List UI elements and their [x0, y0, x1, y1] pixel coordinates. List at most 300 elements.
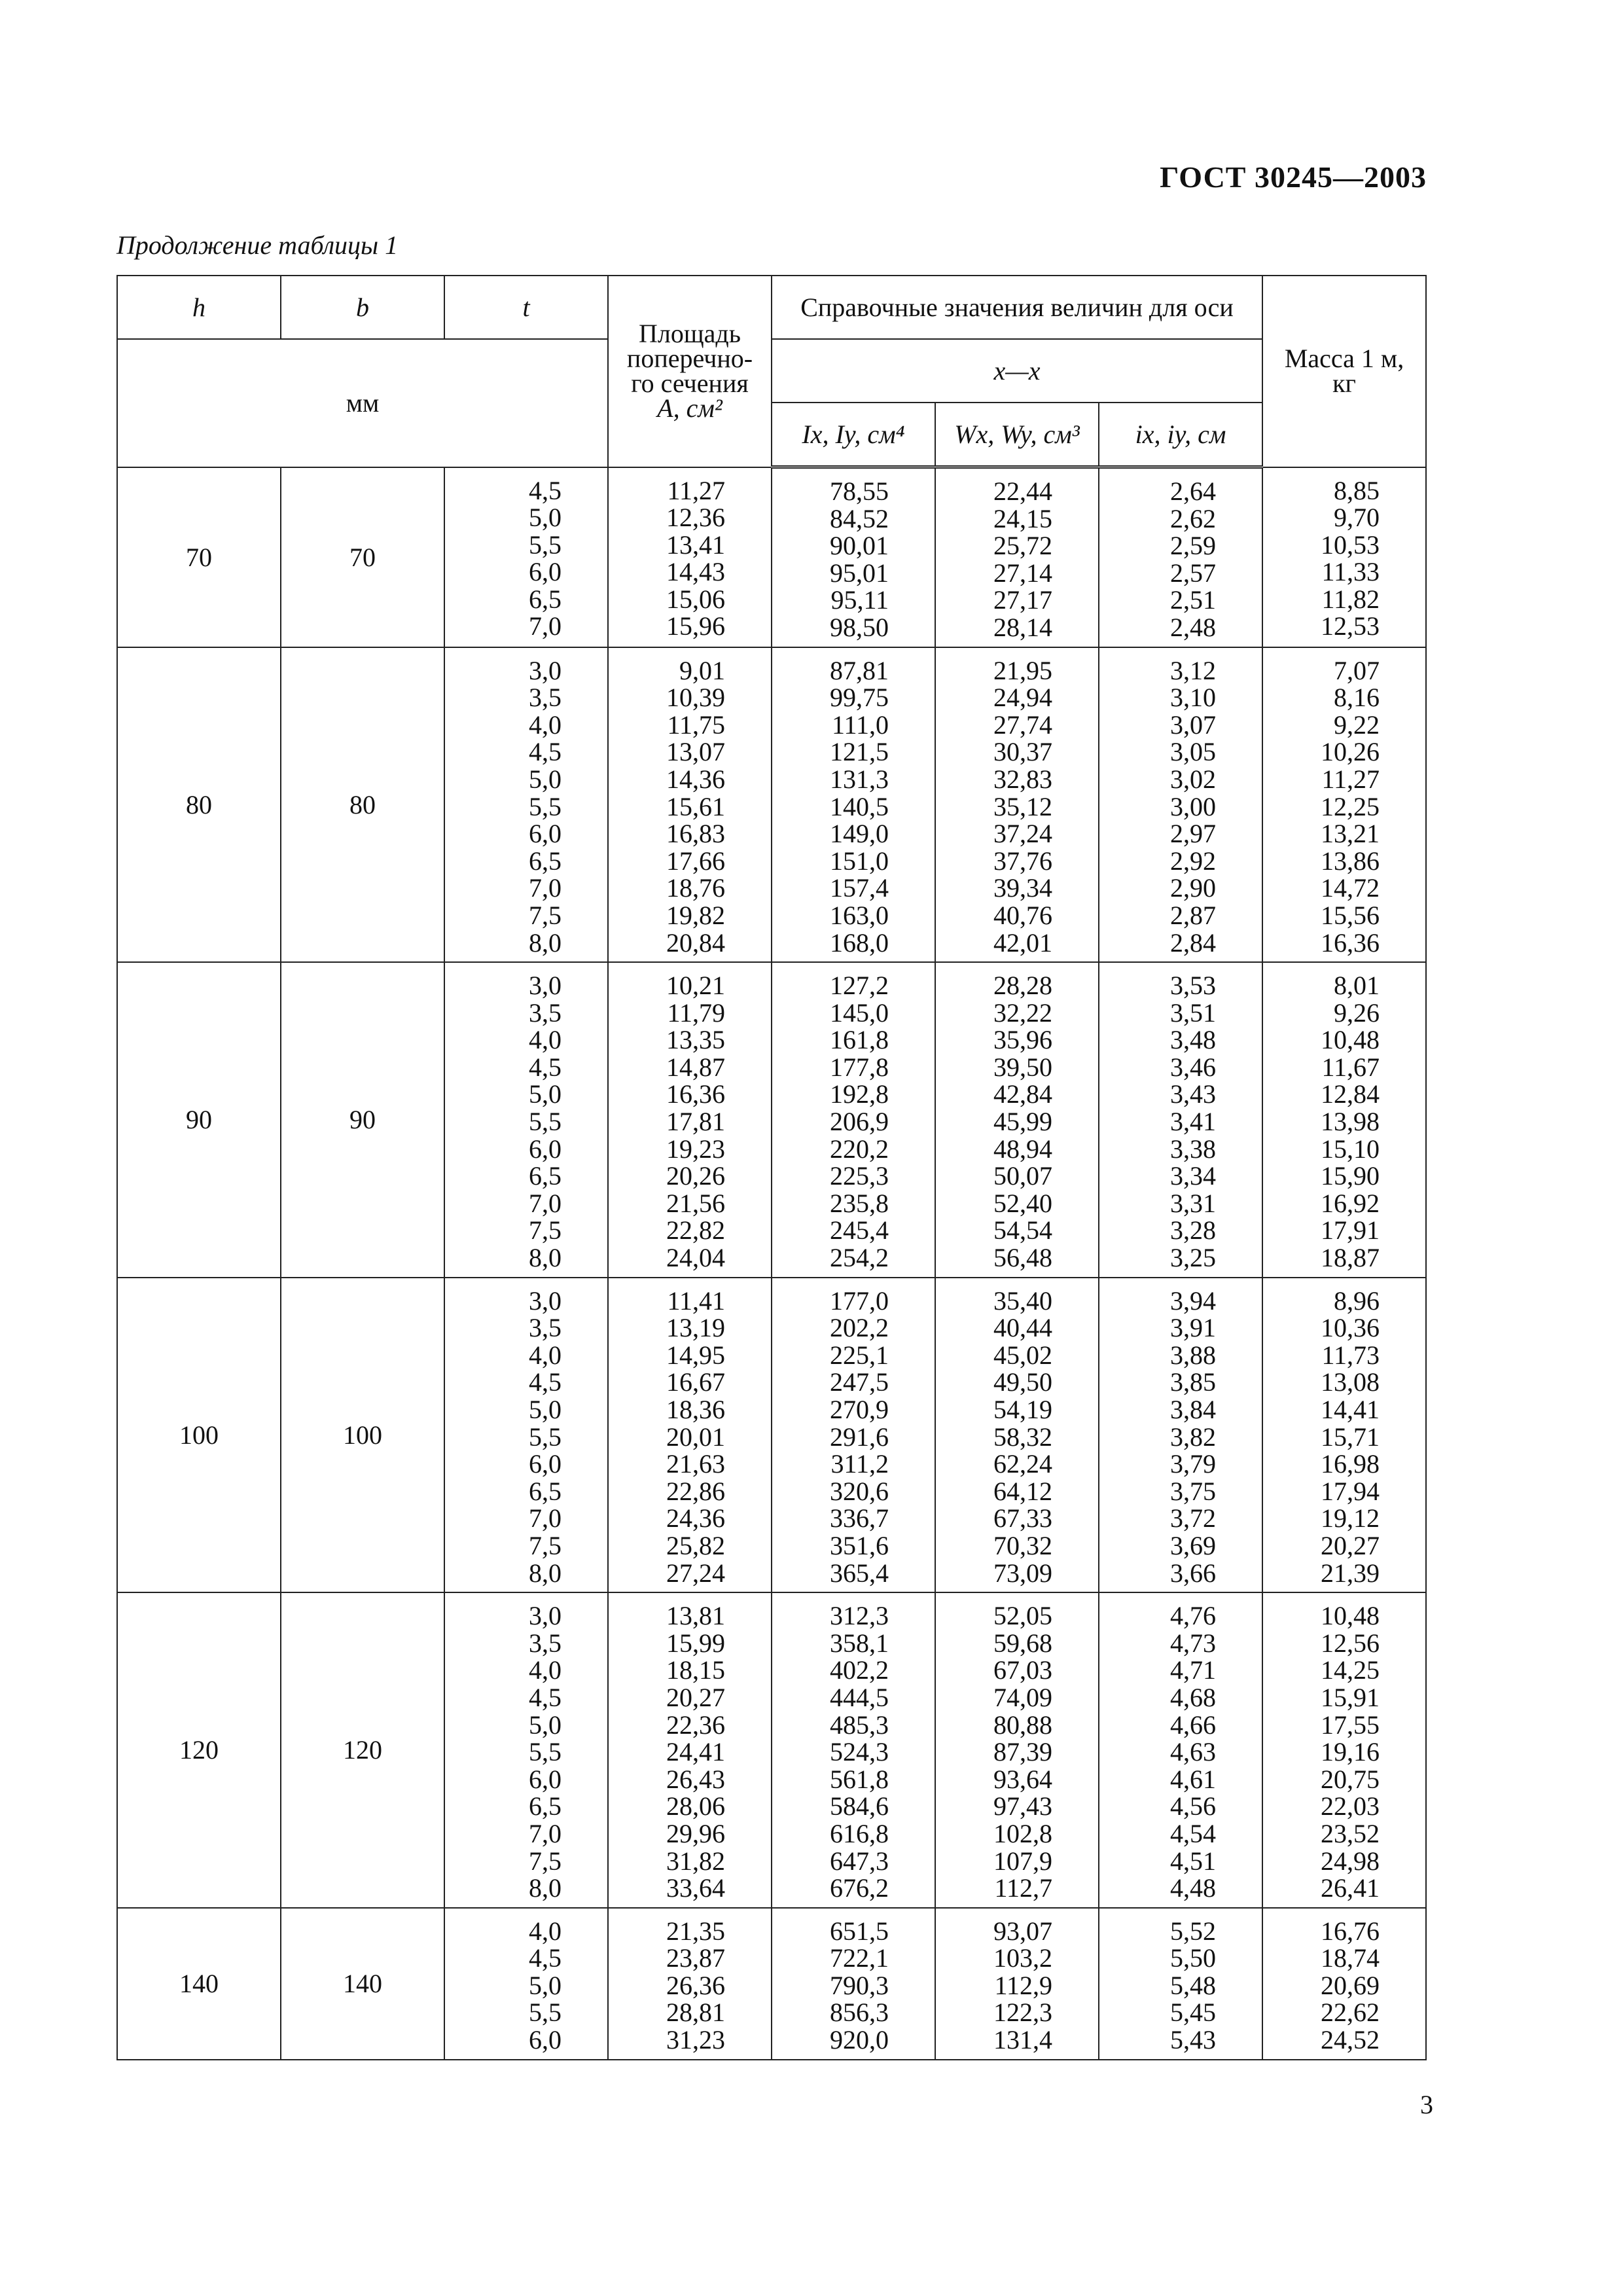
value-W: 24,15	[993, 503, 1052, 533]
cell-b: 80	[281, 647, 444, 963]
table-body	[117, 467, 1426, 2060]
cell-W-values	[935, 467, 1099, 647]
table-row-group	[117, 962, 1426, 1278]
value-W: 40,44	[993, 1313, 1052, 1343]
value-W: 39,50	[993, 1052, 1052, 1082]
value-m: 11,27	[1321, 764, 1380, 794]
value-I: 584,6	[830, 1791, 889, 1821]
cell-m-values	[1262, 467, 1426, 647]
value-m: 11,67	[1321, 1052, 1380, 1082]
value-t: 6,0	[529, 2025, 562, 2055]
area-label: Площадь поперечно-го сечения	[626, 319, 753, 399]
value-t: 6,5	[529, 1161, 562, 1191]
value-t: 8,0	[529, 927, 562, 958]
value-t: 8,0	[529, 1243, 562, 1273]
value-area: 24,41	[666, 1737, 725, 1767]
value-W: 49,50	[993, 1367, 1052, 1397]
value-t: 7,0	[529, 1188, 562, 1218]
value-I: 145,0	[830, 997, 889, 1028]
value-i: 3,00	[1170, 791, 1217, 821]
cell-area-values	[608, 1278, 772, 1593]
value-W: 62,24	[993, 1449, 1052, 1479]
value-m: 23,52	[1321, 1818, 1380, 1848]
value-i: 4,56	[1170, 1791, 1217, 1821]
value-area: 27,24	[666, 1558, 725, 1588]
value-m: 17,55	[1321, 1710, 1380, 1740]
cell-t-values	[444, 962, 608, 1278]
value-t: 7,5	[529, 1530, 562, 1560]
value-i: 3,12	[1170, 655, 1217, 685]
value-m: 13,21	[1321, 819, 1380, 849]
value-area: 14,36	[666, 764, 725, 794]
value-i: 3,31	[1170, 1188, 1217, 1218]
value-W: 35,40	[993, 1285, 1052, 1316]
value-I: 84,52	[830, 503, 889, 533]
value-area: 24,36	[666, 1503, 725, 1534]
value-m: 8,01	[1334, 971, 1380, 1001]
value-m: 10,48	[1321, 1601, 1380, 1631]
value-area: 18,15	[666, 1655, 725, 1685]
value-I: 291,6	[830, 1422, 889, 1452]
value-t: 5,0	[529, 503, 562, 533]
value-I: 95,11	[830, 585, 889, 615]
value-t: 6,0	[529, 1764, 562, 1794]
value-area: 28,81	[666, 1998, 725, 2028]
value-t: 4,0	[529, 1340, 562, 1370]
value-t: 7,0	[529, 873, 562, 903]
value-area: 13,35	[666, 1025, 725, 1055]
cell-h: 120	[117, 1592, 281, 1908]
value-I: 561,8	[830, 1764, 889, 1794]
value-W: 58,32	[993, 1422, 1052, 1452]
value-m: 10,48	[1321, 1025, 1380, 1055]
value-W: 40,76	[993, 900, 1052, 930]
value-t: 7,5	[529, 900, 562, 930]
cell-I-values	[772, 647, 935, 963]
value-W: 112,7	[994, 1873, 1052, 1903]
col-mass-header: Масса 1 м, кг	[1262, 276, 1426, 467]
value-i: 4,66	[1170, 1710, 1217, 1740]
value-area: 17,81	[666, 1107, 725, 1137]
value-I: 131,3	[830, 764, 889, 794]
cell-m-values	[1262, 962, 1426, 1278]
value-i: 5,48	[1170, 1970, 1217, 2000]
value-area: 19,23	[666, 1134, 725, 1164]
value-t: 5,0	[529, 1079, 562, 1109]
value-I: 149,0	[830, 819, 889, 849]
value-i: 2,59	[1170, 531, 1217, 561]
cell-area-values	[608, 467, 772, 647]
value-area: 13,19	[666, 1313, 725, 1343]
value-I: 336,7	[830, 1503, 889, 1534]
cell-m-values	[1262, 1278, 1426, 1593]
value-m: 24,98	[1321, 1846, 1380, 1876]
value-m: 14,41	[1321, 1395, 1380, 1424]
col-modulus-header: Wx, Wy, см³	[935, 403, 1099, 467]
cell-I-values	[772, 962, 935, 1278]
value-t: 5,0	[529, 1970, 562, 2000]
value-i: 3,25	[1170, 1243, 1217, 1273]
value-m: 24,52	[1321, 2025, 1380, 2055]
value-area: 18,36	[666, 1395, 725, 1424]
value-I: 161,8	[830, 1025, 889, 1055]
value-i: 2,84	[1170, 927, 1217, 958]
value-I: 722,1	[830, 1943, 889, 1973]
value-m: 7,07	[1334, 655, 1380, 685]
value-area: 21,56	[666, 1188, 725, 1218]
table-row-group	[117, 1592, 1426, 1908]
cell-area-values	[608, 1908, 772, 2060]
cell-t-values	[444, 467, 608, 647]
value-area: 13,07	[666, 737, 725, 767]
value-W: 30,37	[993, 737, 1052, 767]
value-W: 67,03	[993, 1655, 1052, 1685]
value-i: 5,50	[1170, 1943, 1217, 1973]
value-i: 2,90	[1170, 873, 1217, 903]
value-I: 485,3	[830, 1710, 889, 1740]
value-area: 13,41	[666, 529, 725, 560]
value-t: 5,5	[529, 791, 562, 821]
value-W: 21,95	[993, 655, 1052, 685]
value-m: 12,84	[1321, 1079, 1380, 1109]
value-I: 111,0	[831, 709, 889, 740]
value-m: 9,22	[1334, 709, 1380, 740]
value-W: 70,32	[993, 1530, 1052, 1560]
cell-i-values	[1099, 647, 1262, 963]
value-m: 15,71	[1321, 1422, 1380, 1452]
value-t: 3,0	[529, 971, 562, 1001]
value-W: 54,19	[993, 1395, 1052, 1424]
value-W: 48,94	[993, 1134, 1052, 1164]
value-area: 11,75	[667, 709, 725, 740]
value-i: 4,61	[1170, 1764, 1217, 1794]
value-W: 64,12	[993, 1476, 1052, 1506]
cell-h: 140	[117, 1908, 281, 2060]
value-I: 402,2	[830, 1655, 889, 1685]
value-W: 52,40	[993, 1188, 1052, 1218]
value-m: 19,12	[1321, 1503, 1380, 1534]
value-area: 21,63	[666, 1449, 725, 1479]
value-area: 11,79	[667, 997, 725, 1028]
value-t: 8,0	[529, 1558, 562, 1588]
value-m: 11,73	[1321, 1340, 1380, 1370]
table-row-group	[117, 1278, 1426, 1593]
value-W: 27,74	[993, 709, 1052, 740]
cell-t-values	[444, 1908, 608, 2060]
value-m: 17,94	[1321, 1476, 1380, 1506]
value-t: 6,0	[529, 819, 562, 849]
value-i: 3,07	[1170, 709, 1217, 740]
cell-W-values	[935, 962, 1099, 1278]
value-t: 4,5	[529, 1367, 562, 1397]
value-W: 80,88	[993, 1710, 1052, 1740]
cell-b: 100	[281, 1278, 444, 1593]
cell-h: 80	[117, 647, 281, 963]
value-i: 2,48	[1170, 612, 1217, 642]
reference-header: Справочные значения величин для оси	[772, 276, 1262, 339]
value-t: 5,0	[529, 1710, 562, 1740]
value-area: 20,26	[666, 1161, 725, 1191]
value-i: 4,48	[1170, 1873, 1217, 1903]
value-W: 39,34	[993, 873, 1052, 903]
value-I: 140,5	[830, 791, 889, 821]
value-W: 27,14	[993, 558, 1052, 588]
value-t: 6,5	[529, 1476, 562, 1506]
value-W: 32,22	[993, 997, 1052, 1028]
value-i: 3,84	[1170, 1395, 1217, 1424]
value-area: 14,95	[666, 1340, 725, 1370]
value-m: 15,10	[1321, 1134, 1380, 1164]
value-W: 25,72	[993, 531, 1052, 561]
cell-b: 70	[281, 467, 444, 647]
value-i: 4,68	[1170, 1682, 1217, 1712]
cell-t-values	[444, 1592, 608, 1908]
value-I: 320,6	[830, 1476, 889, 1506]
value-area: 11,27	[667, 475, 725, 505]
value-area: 28,06	[666, 1791, 725, 1821]
cell-m-values	[1262, 647, 1426, 963]
table-row-group	[117, 647, 1426, 963]
value-m: 20,75	[1321, 1764, 1380, 1794]
cell-area-values	[608, 1592, 772, 1908]
value-W: 102,8	[993, 1818, 1052, 1848]
cell-m-values	[1262, 1908, 1426, 2060]
value-t: 3,5	[529, 1628, 562, 1658]
area-symbol: A, см²	[657, 393, 722, 423]
value-I: 270,9	[830, 1395, 889, 1424]
value-area: 9,01	[679, 655, 725, 685]
value-t: 8,0	[529, 1873, 562, 1903]
value-I: 95,01	[830, 558, 889, 588]
value-I: 87,81	[830, 655, 889, 685]
value-I: 127,2	[830, 971, 889, 1001]
value-i: 3,91	[1170, 1313, 1217, 1343]
cell-i-values	[1099, 1278, 1262, 1593]
value-W: 42,01	[993, 927, 1052, 958]
value-t: 4,0	[529, 1916, 562, 1946]
value-area: 16,67	[666, 1367, 725, 1397]
value-area: 20,01	[666, 1422, 725, 1452]
col-area-header	[608, 276, 772, 467]
value-m: 10,53	[1321, 529, 1380, 560]
value-I: 177,0	[830, 1285, 889, 1316]
value-I: 856,3	[830, 1998, 889, 2028]
value-area: 26,43	[666, 1764, 725, 1794]
value-I: 247,5	[830, 1367, 889, 1397]
cell-h: 90	[117, 962, 281, 1278]
value-W: 35,12	[993, 791, 1052, 821]
value-m: 9,70	[1334, 503, 1380, 533]
cell-I-values	[772, 1908, 935, 2060]
value-i: 4,54	[1170, 1818, 1217, 1848]
page-number: 3	[1420, 2090, 1433, 2119]
table-header	[117, 276, 1426, 467]
value-area: 26,36	[666, 1970, 725, 2000]
value-i: 2,97	[1170, 819, 1217, 849]
value-i: 4,51	[1170, 1846, 1217, 1876]
cell-I-values	[772, 1592, 935, 1908]
value-t: 5,5	[529, 1107, 562, 1137]
value-m: 10,36	[1321, 1313, 1380, 1343]
value-I: 235,8	[830, 1188, 889, 1218]
value-I: 225,3	[830, 1161, 889, 1191]
value-t: 3,5	[529, 683, 562, 713]
value-m: 12,25	[1321, 791, 1380, 821]
value-m: 12,56	[1321, 1628, 1380, 1658]
value-m: 18,74	[1321, 1943, 1380, 1973]
value-t: 6,5	[529, 846, 562, 876]
value-area: 20,27	[666, 1682, 725, 1712]
value-area: 25,82	[666, 1530, 725, 1560]
cell-W-values	[935, 647, 1099, 963]
value-I: 616,8	[830, 1818, 889, 1848]
value-t: 7,0	[529, 1818, 562, 1848]
value-i: 3,38	[1170, 1134, 1217, 1164]
value-W: 35,96	[993, 1025, 1052, 1055]
cell-W-values	[935, 1908, 1099, 2060]
value-W: 87,39	[993, 1737, 1052, 1767]
table-row-group	[117, 1908, 1426, 2060]
value-t: 5,0	[529, 764, 562, 794]
value-m: 8,16	[1334, 683, 1380, 713]
value-m: 15,91	[1321, 1682, 1380, 1712]
value-i: 2,92	[1170, 846, 1217, 876]
col-h-header: h	[117, 276, 281, 339]
value-t: 3,5	[529, 997, 562, 1028]
value-m: 11,82	[1321, 584, 1380, 614]
value-I: 254,2	[830, 1243, 889, 1273]
value-area: 24,04	[666, 1243, 725, 1273]
value-I: 202,2	[830, 1313, 889, 1343]
cell-h: 100	[117, 1278, 281, 1593]
value-W: 52,05	[993, 1601, 1052, 1631]
value-area: 31,23	[666, 2025, 725, 2055]
value-W: 28,14	[993, 612, 1052, 642]
value-t: 4,5	[529, 475, 562, 505]
value-W: 93,64	[993, 1764, 1052, 1794]
value-area: 11,41	[667, 1285, 725, 1316]
value-t: 6,0	[529, 1134, 562, 1164]
value-I: 157,4	[830, 873, 889, 903]
cell-I-values	[772, 467, 935, 647]
cell-b: 90	[281, 962, 444, 1278]
value-m: 11,33	[1321, 557, 1380, 587]
value-W: 93,07	[993, 1916, 1052, 1946]
value-I: 225,1	[830, 1340, 889, 1370]
value-i: 3,51	[1170, 997, 1217, 1028]
value-i: 4,71	[1170, 1655, 1217, 1685]
value-area: 12,36	[666, 503, 725, 533]
value-area: 15,61	[666, 791, 725, 821]
value-area: 20,84	[666, 927, 725, 958]
value-I: 358,1	[830, 1628, 889, 1658]
value-area: 16,83	[666, 819, 725, 849]
value-m: 8,96	[1334, 1285, 1380, 1316]
cell-i-values	[1099, 962, 1262, 1278]
value-W: 107,9	[993, 1846, 1052, 1876]
value-m: 21,39	[1321, 1558, 1380, 1588]
value-m: 15,56	[1321, 900, 1380, 930]
value-i: 2,51	[1170, 585, 1217, 615]
value-i: 5,43	[1170, 2025, 1217, 2055]
value-i: 3,46	[1170, 1052, 1217, 1082]
document-code: ГОСТ 30245—2003	[1160, 160, 1427, 194]
value-area: 31,82	[666, 1846, 725, 1876]
value-area: 21,35	[666, 1916, 725, 1946]
col-radius-header: ix, iy, см	[1099, 403, 1262, 467]
value-i: 3,82	[1170, 1422, 1217, 1452]
axis-header: x—x	[772, 339, 1262, 403]
value-m: 20,69	[1321, 1970, 1380, 2000]
value-i: 3,02	[1170, 764, 1217, 794]
value-i: 3,10	[1170, 683, 1217, 713]
value-m: 16,76	[1321, 1916, 1380, 1946]
value-m: 18,87	[1321, 1243, 1380, 1273]
value-i: 3,43	[1170, 1079, 1217, 1109]
value-m: 26,41	[1321, 1873, 1380, 1903]
cell-i-values	[1099, 1592, 1262, 1908]
value-area: 14,43	[666, 557, 725, 587]
value-W: 56,48	[993, 1243, 1052, 1273]
value-W: 32,83	[993, 764, 1052, 794]
value-I: 245,4	[830, 1215, 889, 1246]
cell-W-values	[935, 1592, 1099, 1908]
value-t: 6,5	[529, 1791, 562, 1821]
value-t: 5,5	[529, 1422, 562, 1452]
value-t: 4,5	[529, 1682, 562, 1712]
cell-area-values	[608, 647, 772, 963]
value-m: 13,86	[1321, 846, 1380, 876]
value-i: 3,72	[1170, 1503, 1217, 1534]
value-W: 37,24	[993, 819, 1052, 849]
value-I: 920,0	[830, 2025, 889, 2055]
value-t: 7,5	[529, 1846, 562, 1876]
value-i: 3,88	[1170, 1340, 1217, 1370]
value-i: 2,62	[1170, 503, 1217, 533]
value-t: 3,0	[529, 1285, 562, 1316]
value-i: 3,34	[1170, 1161, 1217, 1191]
value-I: 312,3	[830, 1601, 889, 1631]
value-t: 7,0	[529, 1503, 562, 1534]
value-t: 4,5	[529, 1943, 562, 1973]
value-W: 45,99	[993, 1107, 1052, 1137]
value-t: 4,0	[529, 1025, 562, 1055]
value-area: 29,96	[666, 1818, 725, 1848]
value-i: 4,73	[1170, 1628, 1217, 1658]
value-I: 351,6	[830, 1530, 889, 1560]
value-m: 17,91	[1321, 1215, 1380, 1246]
cell-area-values	[608, 962, 772, 1278]
cell-W-values	[935, 1278, 1099, 1593]
value-W: 37,76	[993, 846, 1052, 876]
value-m: 10,26	[1321, 737, 1380, 767]
value-m: 16,98	[1321, 1449, 1380, 1479]
value-area: 15,99	[666, 1628, 725, 1658]
value-W: 59,68	[993, 1628, 1052, 1658]
value-i: 3,75	[1170, 1476, 1217, 1506]
value-area: 14,87	[666, 1052, 725, 1082]
cell-i-values	[1099, 467, 1262, 647]
value-W: 67,33	[993, 1503, 1052, 1534]
value-W: 112,9	[994, 1970, 1052, 2000]
value-m: 19,16	[1321, 1737, 1380, 1767]
value-I: 524,3	[830, 1737, 889, 1767]
value-area: 19,82	[666, 900, 725, 930]
value-i: 2,64	[1170, 476, 1217, 506]
value-i: 4,76	[1170, 1601, 1217, 1631]
value-t: 6,0	[529, 557, 562, 587]
value-t: 5,0	[529, 1395, 562, 1424]
